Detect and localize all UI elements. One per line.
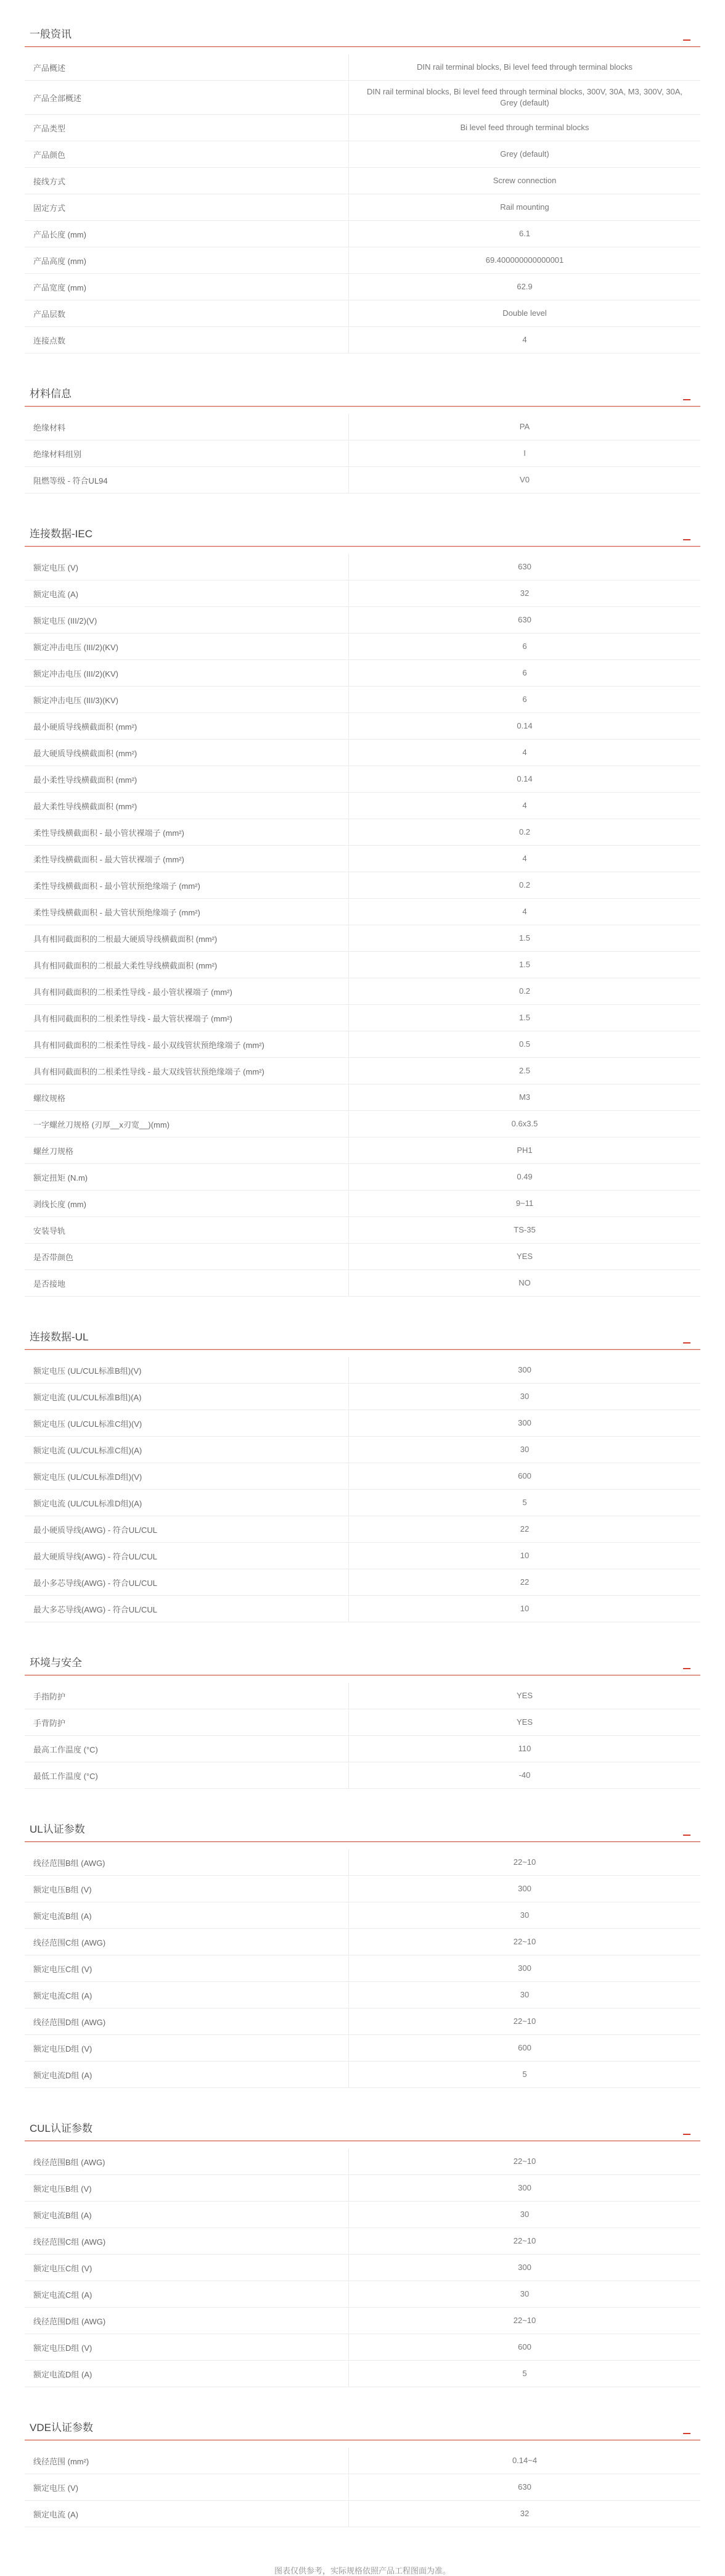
table-row — [25, 2281, 700, 2308]
spec-label: 额定电流B组 (A) — [25, 1902, 349, 1928]
table-row — [25, 607, 700, 634]
spec-label: 固定方式 — [25, 194, 349, 220]
spec-value: 4 — [522, 854, 527, 863]
section-title: CUL认证参数 — [30, 2123, 93, 2134]
table-row — [25, 1982, 700, 2008]
spec-value: 22~10 — [513, 2157, 536, 2166]
section-header[interactable] — [25, 1647, 700, 1675]
table-row — [25, 1137, 700, 1164]
table-row — [25, 925, 700, 952]
spec-value: 1.5 — [518, 933, 531, 943]
spec-value: 5 — [522, 2369, 527, 2378]
spec-value: 600 — [518, 1471, 531, 1480]
spec-label: 最低工作温度 (°C) — [25, 1762, 349, 1788]
spec-value: 1.5 — [518, 960, 531, 969]
spec-value: 0.2 — [518, 880, 531, 890]
table-row — [25, 1058, 700, 1084]
section-title: 环境与安全 — [30, 1657, 82, 1669]
spec-value: 4 — [522, 907, 527, 916]
spec-label: 额定电流C组 (A) — [25, 1982, 349, 2008]
table-row — [25, 1955, 700, 1982]
spec-value: 300 — [518, 2263, 531, 2272]
spec-value: 22~10 — [513, 2316, 536, 2325]
spec-value: 1.5 — [518, 1013, 531, 1022]
spec-label: 额定电压 (V) — [25, 2474, 349, 2500]
spec-label: 额定电流B组 (A) — [25, 2202, 349, 2227]
spec-label: 额定电压D组 (V) — [25, 2334, 349, 2360]
spec-value: 0.2 — [518, 986, 531, 996]
table-row — [25, 300, 700, 327]
spec-label: 产品层数 — [25, 300, 349, 326]
table-row — [25, 819, 700, 846]
spec-label: 最小硬质导线横截面积 (mm²) — [25, 713, 349, 739]
spec-label: 额定冲击电压 (III/2)(KV) — [25, 634, 349, 659]
spec-value: 62.9 — [517, 282, 533, 291]
table-row — [25, 327, 700, 353]
collapse-minus-icon[interactable] — [683, 390, 690, 400]
spec-section — [25, 1814, 700, 2088]
table-row — [25, 247, 700, 274]
spec-value: NO — [518, 1278, 531, 1287]
table-row — [25, 2308, 700, 2334]
table-row — [25, 2035, 700, 2062]
spec-value: 10 — [520, 1551, 530, 1560]
spec-value: V0 — [520, 475, 530, 484]
spec-value: 110 — [518, 1744, 531, 1753]
spec-value: 0.14 — [517, 721, 533, 730]
spec-value: TS-35 — [514, 1225, 536, 1234]
table-row — [25, 687, 700, 713]
spec-value: Rail mounting — [500, 202, 549, 212]
spec-label: 柔性导线横截面积 - 最大管状预绝缘端子 (mm²) — [25, 899, 349, 925]
spec-table — [25, 54, 700, 353]
table-row — [25, 1849, 700, 1876]
spec-label: 是否接地 — [25, 1270, 349, 1296]
spec-label: 绝缘材料组别 — [25, 440, 349, 466]
spec-label: 额定电压B组 (V) — [25, 1876, 349, 1902]
section-header[interactable] — [25, 378, 700, 407]
table-row — [25, 54, 700, 81]
spec-value: 30 — [520, 2289, 530, 2298]
spec-label: 线径范围C组 (AWG) — [25, 2228, 349, 2254]
spec-label: 线径范围B组 (AWG) — [25, 1849, 349, 1875]
spec-value: 0.14 — [517, 774, 533, 783]
spec-label: 线径范围B组 (AWG) — [25, 2149, 349, 2174]
table-row — [25, 1357, 700, 1384]
table-row — [25, 168, 700, 194]
spec-value: 9~11 — [515, 1199, 534, 1208]
spec-value: 630 — [518, 562, 531, 571]
spec-label: 具有相同截面积的二根柔性导线 - 最大双线管状预绝缘端子 (mm²) — [25, 1058, 349, 1084]
spec-label: 具有相同截面积的二根最大硬质导线横截面积 (mm²) — [25, 925, 349, 951]
spec-section — [25, 1647, 700, 1789]
spec-label: 最小柔性导线横截面积 (mm²) — [25, 766, 349, 792]
table-row — [25, 1270, 700, 1297]
table-row — [25, 740, 700, 766]
section-title: UL认证参数 — [30, 1823, 85, 1835]
spec-label: 额定电流D组 (A) — [25, 2062, 349, 2087]
spec-value: 0.2 — [518, 827, 531, 836]
spec-label: 是否带颜色 — [25, 1244, 349, 1269]
spec-label: 产品长度 (mm) — [25, 221, 349, 247]
section-header[interactable] — [25, 19, 700, 47]
spec-value: 5 — [522, 2070, 527, 2079]
spec-label: 手背防护 — [25, 1709, 349, 1735]
section-title: 一般资讯 — [30, 28, 72, 40]
table-row — [25, 1191, 700, 1217]
spec-value: M3 — [518, 1092, 531, 1102]
spec-section — [25, 2113, 700, 2387]
spec-label: 额定电流 (UL/CUL标准D组)(A) — [25, 1490, 349, 1516]
spec-label: 一字螺丝刀规格 (刃厚__x刃宽__)(mm) — [25, 1111, 349, 1137]
spec-value: 300 — [518, 2183, 531, 2192]
table-row — [25, 440, 700, 467]
spec-value: 300 — [518, 1365, 531, 1374]
spec-label: 额定电流 (UL/CUL标准C组)(A) — [25, 1437, 349, 1463]
spec-label: 具有相同截面积的二根柔性导线 - 最小管状裸端子 (mm²) — [25, 978, 349, 1004]
spec-label: 手指防护 — [25, 1683, 349, 1709]
spec-section — [25, 2412, 700, 2527]
spec-label: 剥线长度 (mm) — [25, 1191, 349, 1216]
spec-value: 630 — [518, 2482, 531, 2491]
spec-label: 最大多芯导线(AWG) - 符合UL/CUL — [25, 1596, 349, 1622]
section-header[interactable] — [25, 518, 700, 547]
spec-label: 线径范围D组 (AWG) — [25, 2308, 349, 2334]
spec-value: 0.5 — [518, 1039, 531, 1049]
spec-value: -40 — [518, 1770, 531, 1780]
table-row — [25, 1596, 700, 1622]
table-row — [25, 115, 700, 141]
spec-label: 螺丝刀规格 — [25, 1137, 349, 1163]
spec-label: 最高工作温度 (°C) — [25, 1736, 349, 1762]
table-row — [25, 1543, 700, 1569]
table-row — [25, 1516, 700, 1543]
spec-value: 32 — [520, 2509, 530, 2518]
spec-section — [25, 1321, 700, 1622]
spec-value: 600 — [518, 2043, 531, 2052]
collapse-minus-icon[interactable] — [683, 1334, 690, 1344]
spec-value: Screw connection — [493, 176, 557, 185]
spec-label: 额定电压 (UL/CUL标准D组)(V) — [25, 1463, 349, 1489]
spec-value: 300 — [518, 1884, 531, 1893]
collapse-minus-icon[interactable] — [683, 1826, 690, 1836]
spec-value: 30 — [520, 1990, 530, 1999]
spec-label: 额定电压 (UL/CUL标准C组)(V) — [25, 1410, 349, 1436]
spec-label: 具有相同截面积的二根最大柔性导线横截面积 (mm²) — [25, 952, 349, 978]
table-row — [25, 1111, 700, 1137]
spec-value: 30 — [520, 2210, 530, 2219]
spec-value: 30 — [520, 1392, 530, 1401]
spec-label: 最小硬质导线(AWG) - 符合UL/CUL — [25, 1516, 349, 1542]
spec-value: 4 — [522, 801, 527, 810]
table-row — [25, 1569, 700, 1596]
table-row — [25, 899, 700, 925]
table-row — [25, 1244, 700, 1270]
spec-label: 额定扭矩 (N.m) — [25, 1164, 349, 1190]
spec-value: 4 — [522, 335, 527, 344]
spec-label: 具有相同截面积的二根柔性导线 - 最大管状裸端子 (mm²) — [25, 1005, 349, 1031]
table-row — [25, 2202, 700, 2228]
table-row — [25, 634, 700, 660]
spec-label: 线径范围 (mm²) — [25, 2448, 349, 2474]
spec-value: 0.49 — [517, 1172, 533, 1181]
table-row — [25, 1031, 700, 1058]
spec-value: 300 — [518, 1963, 531, 1973]
table-row — [25, 2149, 700, 2175]
spec-value: YES — [516, 1691, 533, 1700]
table-row — [25, 81, 700, 115]
spec-value: 22~10 — [513, 1857, 536, 1867]
spec-section — [25, 378, 700, 493]
spec-label: 安装导轨 — [25, 1217, 349, 1243]
spec-label: 额定冲击电压 (III/2)(KV) — [25, 660, 349, 686]
spec-label: 额定冲击电压 (III/3)(KV) — [25, 687, 349, 712]
spec-label: 最大柔性导线横截面积 (mm²) — [25, 793, 349, 819]
spec-value: 2.5 — [518, 1066, 531, 1075]
table-row — [25, 221, 700, 247]
table-row — [25, 1683, 700, 1709]
table-row — [25, 2008, 700, 2035]
spec-table — [25, 1849, 700, 2088]
table-row — [25, 141, 700, 168]
spec-value: YES — [516, 1717, 533, 1727]
table-row — [25, 580, 700, 607]
spec-label: 最大硬质导线(AWG) - 符合UL/CUL — [25, 1543, 349, 1569]
spec-value: PH1 — [517, 1146, 533, 1155]
spec-label: 产品颜色 — [25, 141, 349, 167]
section-title: VDE认证参数 — [30, 2422, 93, 2434]
spec-value: 0.14~4 — [512, 2456, 538, 2465]
spec-value: YES — [516, 1252, 533, 1261]
spec-value: 630 — [518, 615, 531, 624]
spec-value: 22~10 — [513, 1937, 536, 1946]
spec-sections — [25, 19, 700, 2527]
spec-table — [25, 414, 700, 493]
spec-label: 绝缘材料 — [25, 414, 349, 440]
spec-label: 柔性导线横截面积 - 最小管状裸端子 (mm²) — [25, 819, 349, 845]
spec-label: 产品全部概述 — [25, 81, 349, 114]
section-title: 连接数据-UL — [30, 1331, 89, 1343]
spec-label: 线径范围D组 (AWG) — [25, 2008, 349, 2034]
table-row — [25, 194, 700, 221]
spec-label: 柔性导线横截面积 - 最大管状裸端子 (mm²) — [25, 846, 349, 872]
table-row — [25, 978, 700, 1005]
spec-section — [25, 518, 700, 1297]
spec-label: 额定电流 (A) — [25, 2501, 349, 2527]
spec-label: 线径范围C组 (AWG) — [25, 1929, 349, 1955]
table-row — [25, 846, 700, 872]
table-row — [25, 1463, 700, 1490]
spec-label: 额定电压C组 (V) — [25, 2255, 349, 2281]
spec-value: 4 — [522, 748, 527, 757]
spec-value: 6 — [522, 695, 527, 704]
spec-value: 22~10 — [513, 2236, 536, 2245]
table-row — [25, 1929, 700, 1955]
table-row — [25, 274, 700, 300]
spec-label: 接线方式 — [25, 168, 349, 194]
spec-label: 连接点数 — [25, 327, 349, 353]
spec-value: 0.6x3.5 — [511, 1119, 538, 1128]
spec-label: 阻燃等级 - 符合UL94 — [25, 467, 349, 493]
spec-value: Grey (default) — [500, 149, 549, 159]
spec-value: PA — [519, 422, 530, 431]
table-row — [25, 1876, 700, 1902]
table-row — [25, 1762, 700, 1789]
table-row — [25, 1084, 700, 1111]
table-row — [25, 1217, 700, 1244]
spec-value: 69.400000000000001 — [485, 255, 564, 265]
table-row — [25, 660, 700, 687]
section-header[interactable] — [25, 2113, 700, 2141]
spec-label: 额定电压D组 (V) — [25, 2035, 349, 2061]
spec-value: I — [523, 448, 526, 458]
table-row — [25, 1164, 700, 1191]
section-header[interactable] — [25, 1814, 700, 1842]
table-row — [25, 2448, 700, 2474]
section-header[interactable] — [25, 2412, 700, 2440]
spec-value: 6 — [522, 642, 527, 651]
table-row — [25, 766, 700, 793]
spec-label: 额定电压C组 (V) — [25, 1955, 349, 1981]
table-row — [25, 2361, 700, 2387]
table-row — [25, 2501, 700, 2527]
section-header[interactable] — [25, 1321, 700, 1350]
table-row — [25, 467, 700, 493]
spec-table — [25, 2448, 700, 2527]
collapse-minus-icon[interactable] — [683, 2125, 690, 2135]
table-row — [25, 1736, 700, 1762]
table-row — [25, 2175, 700, 2202]
table-row — [25, 1437, 700, 1463]
spec-label: 产品概述 — [25, 54, 349, 80]
section-title: 连接数据-IEC — [30, 528, 92, 540]
table-row — [25, 1490, 700, 1516]
spec-label: 额定电压 (UL/CUL标准B组)(V) — [25, 1357, 349, 1383]
table-row — [25, 2474, 700, 2501]
spec-label: 额定电压B组 (V) — [25, 2175, 349, 2201]
spec-label: 柔性导线横截面积 - 最小管状预绝缘端子 (mm²) — [25, 872, 349, 898]
spec-label: 额定电流 (A) — [25, 580, 349, 606]
table-row — [25, 872, 700, 899]
table-row — [25, 2334, 700, 2361]
spec-label: 额定电压 (III/2)(V) — [25, 607, 349, 633]
spec-label: 额定电流D组 (A) — [25, 2361, 349, 2387]
spec-label: 最小多芯导线(AWG) - 符合UL/CUL — [25, 1569, 349, 1595]
spec-value: 300 — [518, 1418, 531, 1427]
table-row — [25, 2062, 700, 2088]
table-row — [25, 1902, 700, 1929]
spec-value: DIN rail terminal blocks, Bi level feed through terminal blocks — [417, 62, 633, 72]
spec-value: DIN rail terminal blocks, Bi level feed through terminal blocks, 300V, 30A, M3, 300V, 30A, Grey (default) — [366, 87, 683, 107]
collapse-minus-icon[interactable] — [683, 2424, 690, 2434]
table-row — [25, 2228, 700, 2255]
collapse-minus-icon[interactable] — [683, 1659, 690, 1669]
footer-note: 图表仅供参考，实际规格依照产品工程图面为准。 — [274, 2566, 451, 2575]
table-row — [25, 952, 700, 978]
spec-table — [25, 1683, 700, 1789]
collapse-minus-icon[interactable] — [683, 31, 690, 41]
spec-value: 22 — [520, 1577, 530, 1587]
spec-label: 产品高度 (mm) — [25, 247, 349, 273]
spec-value: 32 — [520, 588, 530, 598]
spec-value: 10 — [520, 1604, 530, 1613]
spec-value: 600 — [518, 2342, 531, 2351]
spec-value: Double level — [502, 308, 547, 318]
spec-value: 6.1 — [518, 229, 531, 238]
table-row — [25, 1709, 700, 1736]
collapse-minus-icon[interactable] — [683, 530, 690, 540]
table-row — [25, 2255, 700, 2281]
spec-section — [25, 19, 700, 353]
spec-label: 额定电压 (V) — [25, 554, 349, 580]
spec-value: 5 — [522, 1498, 527, 1507]
spec-table — [25, 1357, 700, 1622]
spec-label: 具有相同截面积的二根柔性导线 - 最小双线管状预绝缘端子 (mm²) — [25, 1031, 349, 1057]
spec-value: 30 — [520, 1910, 530, 1920]
spec-label: 额定电流C组 (A) — [25, 2281, 349, 2307]
spec-label: 额定电流 (UL/CUL标准B组)(A) — [25, 1384, 349, 1410]
spec-value: Bi level feed through terminal blocks — [460, 123, 589, 132]
spec-label: 产品类型 — [25, 115, 349, 141]
table-row — [25, 793, 700, 819]
table-row — [25, 1384, 700, 1410]
spec-table — [25, 2149, 700, 2387]
table-row — [25, 713, 700, 740]
table-row — [25, 1410, 700, 1437]
spec-value: 22 — [520, 1524, 530, 1534]
table-row — [25, 554, 700, 580]
spec-value: 30 — [520, 1445, 530, 1454]
spec-value: 22~10 — [513, 2017, 536, 2026]
spec-label: 产品宽度 (mm) — [25, 274, 349, 300]
spec-label: 螺纹规格 — [25, 1084, 349, 1110]
section-title: 材料信息 — [30, 388, 72, 400]
spec-value: 6 — [522, 668, 527, 677]
spec-label: 最大硬质导线横截面积 (mm²) — [25, 740, 349, 766]
table-row — [25, 1005, 700, 1031]
spec-table — [25, 554, 700, 1297]
table-row — [25, 414, 700, 440]
